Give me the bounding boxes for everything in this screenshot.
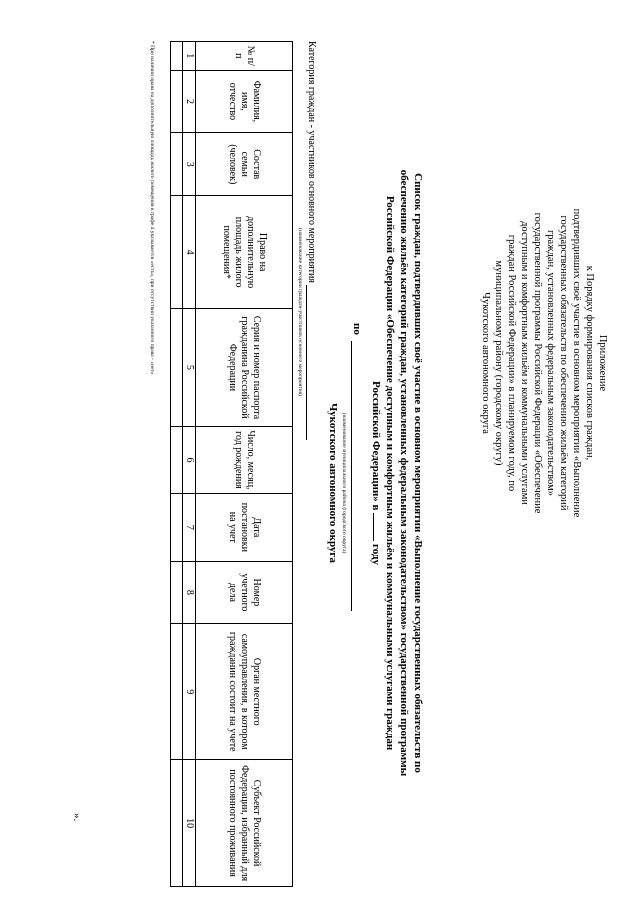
column-number: 6 — [183, 426, 196, 493]
region-name: Чукотского автономного округа — [327, 402, 339, 563]
title-line: Список граждан, подтвердивших своё участие в основном мероприятии «Выполнение государственных обязательств по — [412, 172, 424, 773]
column-header: Номер учетного дела — [196, 561, 293, 624]
column-header: Фамилия, имя, отчество — [196, 70, 293, 133]
category-blank — [306, 285, 307, 440]
title-line — [369, 103, 383, 843]
title-year-prefix: Российской Федерации» в — [370, 380, 382, 511]
closing-quote-mark: ». — [71, 812, 83, 821]
document-page — [25, 23, 615, 883]
column-number: 8 — [183, 561, 196, 624]
column-header: Число, месяц, год рождения — [196, 426, 293, 493]
column-header: № п/п — [196, 41, 293, 70]
appendix-line: к Порядку формирования списков граждан, — [584, 265, 595, 460]
table-cell — [171, 759, 183, 886]
column-number: 2 — [183, 70, 196, 133]
table-cell — [171, 308, 183, 426]
municipality-blank — [351, 340, 352, 610]
column-header: Право на дополнительную площадь жилого помещения* — [196, 195, 293, 308]
table-cell — [171, 493, 183, 560]
title-line: Российской Федерации «Обеспечение доступным и комфортным жильём и коммунальными услугами граждан — [384, 195, 396, 750]
table-cell — [171, 623, 183, 759]
table-cell — [171, 195, 183, 308]
table-cell — [171, 132, 183, 195]
table-row — [171, 41, 183, 886]
appendix-line: подтвердивших своё участие в основном мероприятии «Выполнение — [571, 208, 582, 517]
municipality-line — [351, 323, 363, 623]
column-number: 9 — [183, 623, 196, 759]
appendix-header — [479, 143, 609, 583]
column-number: 5 — [183, 308, 196, 426]
category-line — [306, 41, 317, 440]
footnote: * При наличии права на дополнительную площадь жилого помещения в графе 4 указывается «есть», при отсутствии указанного права - «нет» — [149, 40, 155, 375]
title-year-suffix: году — [370, 543, 382, 565]
appendix-line: граждан, установленных федеральным законодательством» — [545, 229, 556, 496]
column-number: 3 — [183, 132, 196, 195]
column-number: 7 — [183, 493, 196, 560]
category-hint: (наименование категории граждан-участников основного мероприятия) — [297, 227, 303, 396]
column-number: 10 — [183, 759, 196, 886]
document-title — [369, 103, 425, 843]
appendix-line: государственной программы Российской Федерации «Обеспечение — [532, 212, 543, 513]
column-number: 1 — [183, 41, 196, 70]
appendix-line: доступным и комфортным жильём и коммунальными услугами — [519, 220, 530, 505]
column-number-row — [183, 41, 196, 886]
table-cell — [171, 70, 183, 133]
appendix-line: Приложение — [597, 334, 608, 391]
column-header: Серия и номер паспорта гражданина Российской Федерации — [196, 308, 293, 426]
appendix-line: граждан Российской Федерации» в планируемом году, по — [506, 234, 517, 491]
column-number: 4 — [183, 195, 196, 308]
column-header: Орган местного самоуправления, в котором гражданин состоит на учете — [196, 623, 293, 759]
category-label: Категория граждан - участников основного мероприятия — [306, 40, 317, 283]
table-header-row — [196, 41, 293, 886]
table-cell — [171, 426, 183, 493]
table-cell — [171, 561, 183, 624]
table-cell — [171, 41, 183, 70]
column-header: Субъект Российской Федерации, избранный для постоянного проживания — [196, 759, 293, 886]
po-label: по — [351, 322, 363, 335]
citizens-table — [170, 41, 293, 887]
appendix-line: Чукотского автономного округа — [480, 291, 491, 434]
year-blank — [373, 513, 374, 541]
municipality-hint: (наименование муниципального района (городского округа) — [341, 412, 347, 553]
appendix-line: муниципальному району (городскому округу) — [493, 259, 504, 466]
title-line: обеспечению жильём категорий граждан, установленных федеральным законодательством» государственной программы — [398, 169, 410, 776]
column-header: Дата постановки на учет — [196, 493, 293, 560]
column-header: Состав семьи (человек) — [196, 132, 293, 195]
appendix-line: государственных обязательств по обеспечению жильём категорий — [558, 214, 569, 511]
